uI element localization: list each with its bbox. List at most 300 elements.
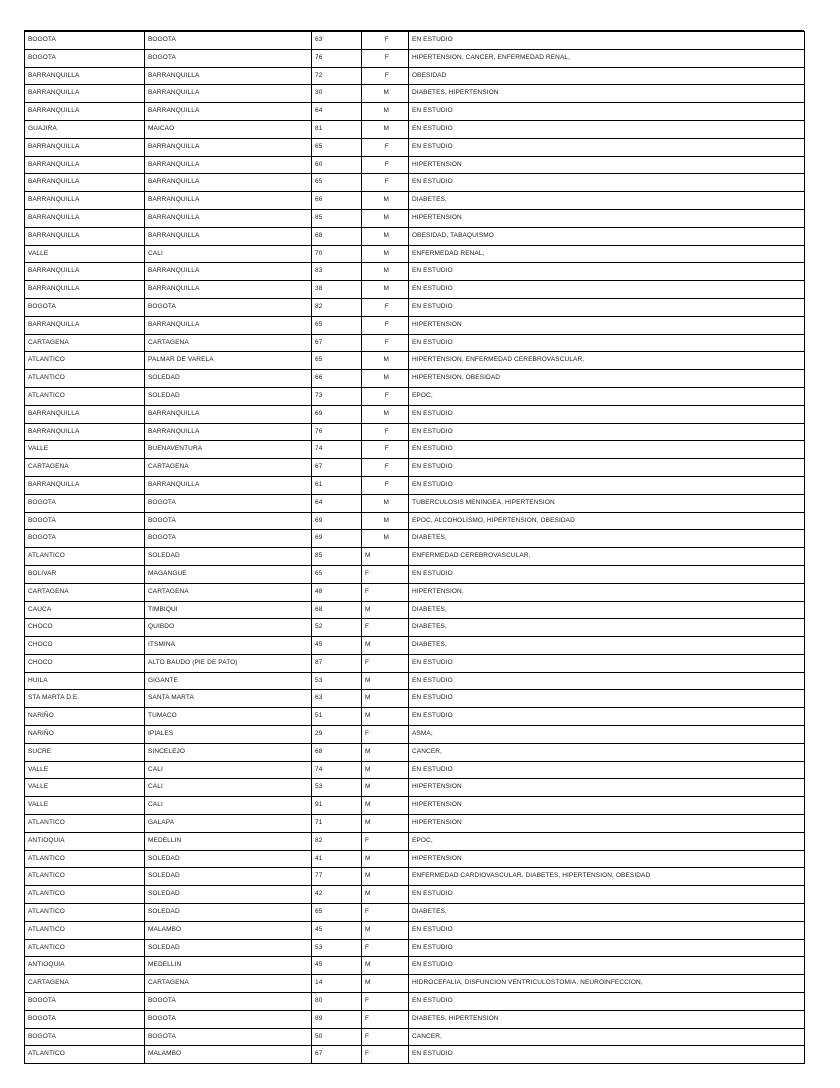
condition-cell: HIPERTENSION	[409, 797, 805, 815]
age-cell: 66	[312, 192, 362, 210]
age-cell: 73	[312, 387, 362, 405]
sex-cell: M	[362, 227, 409, 245]
sex-cell: F	[362, 174, 409, 192]
table-row	[25, 459, 805, 477]
department-cell: BARRANQUILLA	[25, 103, 145, 121]
sex-cell: F	[362, 298, 409, 316]
table-row	[25, 120, 805, 138]
municipality-cell: ALTO BAUDO (PIE DE PATO)	[145, 654, 312, 672]
table-row	[25, 192, 805, 210]
sex-cell: M	[362, 761, 409, 779]
table-row	[25, 565, 805, 583]
cases-table-body	[25, 32, 805, 1064]
age-cell: 70	[312, 245, 362, 263]
age-cell: 83	[312, 263, 362, 281]
table-row	[25, 476, 805, 494]
condition-cell: EN ESTUDIO	[409, 423, 805, 441]
sex-cell: M	[362, 743, 409, 761]
table-row	[25, 1028, 805, 1046]
condition-cell: EN ESTUDIO	[409, 761, 805, 779]
municipality-cell: CARTAGENA	[145, 459, 312, 477]
condition-cell: EN ESTUDIO	[409, 263, 805, 281]
department-cell: ATLANTICO	[25, 548, 145, 566]
department-cell: BOGOTA	[25, 1028, 145, 1046]
condition-cell: EN ESTUDIO	[409, 476, 805, 494]
age-cell: 74	[312, 761, 362, 779]
table-row	[25, 850, 805, 868]
age-cell: 80	[312, 993, 362, 1011]
condition-cell: EN ESTUDIO	[409, 1046, 805, 1064]
age-cell: 72	[312, 67, 362, 85]
age-cell: 67	[312, 1046, 362, 1064]
condition-cell: DIABETES,	[409, 192, 805, 210]
condition-cell: EPOC,	[409, 832, 805, 850]
sex-cell: F	[362, 423, 409, 441]
sex-cell: M	[362, 405, 409, 423]
condition-cell: EN ESTUDIO	[409, 281, 805, 299]
condition-cell: HIPERTENSION	[409, 209, 805, 227]
table-row	[25, 281, 805, 299]
age-cell: 65	[312, 904, 362, 922]
condition-cell: DIABETES, HIPERTENSION	[409, 1010, 805, 1028]
sex-cell: M	[362, 886, 409, 904]
department-cell: CARTAGENA	[25, 975, 145, 993]
municipality-cell: SOLEDAD	[145, 850, 312, 868]
condition-cell: EN ESTUDIO	[409, 921, 805, 939]
age-cell: 67	[312, 459, 362, 477]
table-row	[25, 174, 805, 192]
municipality-cell: BOGOTA	[145, 32, 312, 50]
sex-cell: F	[362, 939, 409, 957]
table-row	[25, 832, 805, 850]
sex-cell: M	[362, 957, 409, 975]
municipality-cell: SOLEDAD	[145, 904, 312, 922]
municipality-cell: BARRANQUILLA	[145, 192, 312, 210]
sex-cell: F	[362, 993, 409, 1011]
municipality-cell: ITSMINA	[145, 637, 312, 655]
age-cell: 52	[312, 619, 362, 637]
condition-cell: EN ESTUDIO	[409, 441, 805, 459]
table-row	[25, 868, 805, 886]
age-cell: 89	[312, 1010, 362, 1028]
sex-cell: F	[362, 904, 409, 922]
sex-cell: M	[362, 637, 409, 655]
condition-cell: EN ESTUDIO	[409, 886, 805, 904]
sex-cell: F	[362, 565, 409, 583]
municipality-cell: BOGOTA	[145, 993, 312, 1011]
sex-cell: M	[362, 85, 409, 103]
sex-cell: M	[362, 192, 409, 210]
department-cell: CHOCO	[25, 654, 145, 672]
department-cell: BARRANQUILLA	[25, 227, 145, 245]
table-row	[25, 512, 805, 530]
condition-cell: ASMA,	[409, 726, 805, 744]
age-cell: 69	[312, 530, 362, 548]
age-cell: 50	[312, 1028, 362, 1046]
condition-cell: EN ESTUDIO	[409, 993, 805, 1011]
table-row	[25, 797, 805, 815]
table-row	[25, 227, 805, 245]
condition-cell: EN ESTUDIO	[409, 103, 805, 121]
age-cell: 65	[312, 352, 362, 370]
municipality-cell: GIGANTE	[145, 672, 312, 690]
condition-cell: OBESIDAD, TABAQUISMO	[409, 227, 805, 245]
sex-cell: F	[362, 32, 409, 50]
sex-cell: M	[362, 370, 409, 388]
department-cell: BOGOTA	[25, 49, 145, 67]
municipality-cell: BARRANQUILLA	[145, 423, 312, 441]
sex-cell: M	[362, 494, 409, 512]
table-row	[25, 85, 805, 103]
sex-cell: F	[362, 832, 409, 850]
condition-cell: EN ESTUDIO	[409, 334, 805, 352]
municipality-cell: BARRANQUILLA	[145, 316, 312, 334]
age-cell: 45	[312, 957, 362, 975]
sex-cell: M	[362, 815, 409, 833]
sex-cell: M	[362, 975, 409, 993]
sex-cell: M	[362, 921, 409, 939]
condition-cell: EN ESTUDIO	[409, 708, 805, 726]
age-cell: 65	[312, 138, 362, 156]
sex-cell: F	[362, 387, 409, 405]
department-cell: BOGOTA	[25, 32, 145, 50]
table-row	[25, 672, 805, 690]
municipality-cell: BARRANQUILLA	[145, 67, 312, 85]
table-row	[25, 156, 805, 174]
table-row	[25, 370, 805, 388]
table-row	[25, 49, 805, 67]
sex-cell: M	[362, 690, 409, 708]
municipality-cell: CARTAGENA	[145, 583, 312, 601]
table-row	[25, 263, 805, 281]
condition-cell: DIABETES,	[409, 619, 805, 637]
municipality-cell: MAICAO	[145, 120, 312, 138]
table-row	[25, 654, 805, 672]
condition-cell: ENFERMEDAD CEREBROVASCULAR,	[409, 548, 805, 566]
department-cell: ATLANTICO	[25, 815, 145, 833]
sex-cell: F	[362, 654, 409, 672]
department-cell: BARRANQUILLA	[25, 263, 145, 281]
table-row	[25, 939, 805, 957]
condition-cell: EN ESTUDIO	[409, 654, 805, 672]
department-cell: ATLANTICO	[25, 850, 145, 868]
data-sheet	[24, 30, 804, 1064]
department-cell: VALLE	[25, 797, 145, 815]
municipality-cell: BOGOTA	[145, 1028, 312, 1046]
municipality-cell: CALI	[145, 245, 312, 263]
department-cell: CARTAGENA	[25, 459, 145, 477]
age-cell: 63	[312, 690, 362, 708]
condition-cell: HIPERTENSION	[409, 850, 805, 868]
sex-cell: F	[362, 619, 409, 637]
department-cell: VALLE	[25, 441, 145, 459]
department-cell: NARIÑO	[25, 726, 145, 744]
department-cell: BOGOTA	[25, 494, 145, 512]
municipality-cell: SOLEDAD	[145, 939, 312, 957]
condition-cell: HIPERTENSION	[409, 779, 805, 797]
age-cell: 81	[312, 120, 362, 138]
department-cell: NARIÑO	[25, 708, 145, 726]
municipality-cell: BOGOTA	[145, 494, 312, 512]
age-cell: 41	[312, 850, 362, 868]
condition-cell: EN ESTUDIO	[409, 672, 805, 690]
age-cell: 64	[312, 103, 362, 121]
age-cell: 74	[312, 441, 362, 459]
condition-cell: DIABETES, HIPERTENSION	[409, 85, 805, 103]
age-cell: 82	[312, 832, 362, 850]
condition-cell: ENFERMEDAD CARDIOVASCULAR, DIABETES, HIPERTENSION, OBESIDAD	[409, 868, 805, 886]
table-row	[25, 352, 805, 370]
department-cell: BARRANQUILLA	[25, 85, 145, 103]
department-cell: ATLANTICO	[25, 370, 145, 388]
condition-cell: EN ESTUDIO	[409, 939, 805, 957]
age-cell: 48	[312, 583, 362, 601]
condition-cell: EN ESTUDIO	[409, 459, 805, 477]
age-cell: 45	[312, 637, 362, 655]
age-cell: 68	[312, 227, 362, 245]
department-cell: BOGOTA	[25, 1010, 145, 1028]
sex-cell: M	[362, 708, 409, 726]
department-cell: BARRANQUILLA	[25, 281, 145, 299]
condition-cell: HIPERTENSION	[409, 156, 805, 174]
sex-cell: M	[362, 868, 409, 886]
department-cell: BARRANQUILLA	[25, 174, 145, 192]
sex-cell: F	[362, 1028, 409, 1046]
department-cell: BARRANQUILLA	[25, 67, 145, 85]
municipality-cell: CARTAGENA	[145, 334, 312, 352]
condition-cell: HIPERTENSION, OBESIDAD	[409, 370, 805, 388]
sex-cell: M	[362, 103, 409, 121]
age-cell: 76	[312, 423, 362, 441]
table-row	[25, 387, 805, 405]
condition-cell: DIABETES,	[409, 637, 805, 655]
age-cell: 68	[312, 601, 362, 619]
department-cell: BOGOTA	[25, 993, 145, 1011]
department-cell: ANTIOQUIA	[25, 832, 145, 850]
sex-cell: F	[362, 316, 409, 334]
municipality-cell: CALI	[145, 761, 312, 779]
condition-cell: DIABETES,	[409, 904, 805, 922]
age-cell: 45	[312, 921, 362, 939]
municipality-cell: MALAMBO	[145, 921, 312, 939]
sex-cell: M	[362, 779, 409, 797]
table-row	[25, 32, 805, 50]
condition-cell: EN ESTUDIO	[409, 174, 805, 192]
table-row	[25, 334, 805, 352]
municipality-cell: BOGOTA	[145, 49, 312, 67]
sex-cell: F	[362, 138, 409, 156]
age-cell: 61	[312, 476, 362, 494]
municipality-cell: SANTA MARTA	[145, 690, 312, 708]
age-cell: 63	[312, 32, 362, 50]
age-cell: 69	[312, 405, 362, 423]
municipality-cell: BARRANQUILLA	[145, 85, 312, 103]
sex-cell: F	[362, 476, 409, 494]
table-row	[25, 494, 805, 512]
table-row	[25, 530, 805, 548]
condition-cell: EPOC,	[409, 387, 805, 405]
age-cell: 71	[312, 815, 362, 833]
age-cell: 67	[312, 334, 362, 352]
department-cell: BOGOTA	[25, 512, 145, 530]
sex-cell: M	[362, 601, 409, 619]
municipality-cell: IPIALES	[145, 726, 312, 744]
sex-cell: M	[362, 512, 409, 530]
municipality-cell: MEDELLIN	[145, 832, 312, 850]
condition-cell: OBESIDAD	[409, 67, 805, 85]
age-cell: 60	[312, 156, 362, 174]
age-cell: 76	[312, 49, 362, 67]
age-cell: 14	[312, 975, 362, 993]
municipality-cell: BARRANQUILLA	[145, 263, 312, 281]
sex-cell: F	[362, 67, 409, 85]
age-cell: 53	[312, 939, 362, 957]
sex-cell: M	[362, 209, 409, 227]
department-cell: SUCRE	[25, 743, 145, 761]
table-row	[25, 815, 805, 833]
department-cell: STA MARTA D.E.	[25, 690, 145, 708]
municipality-cell: BUENAVENTURA	[145, 441, 312, 459]
age-cell: 64	[312, 494, 362, 512]
municipality-cell: SOLEDAD	[145, 370, 312, 388]
age-cell: 91	[312, 797, 362, 815]
table-row	[25, 103, 805, 121]
department-cell: CARTAGENA	[25, 583, 145, 601]
municipality-cell: MALAMBO	[145, 1046, 312, 1064]
municipality-cell: BARRANQUILLA	[145, 227, 312, 245]
sex-cell: M	[362, 281, 409, 299]
age-cell: 42	[312, 886, 362, 904]
department-cell: VALLE	[25, 761, 145, 779]
sex-cell: M	[362, 245, 409, 263]
condition-cell: CANCER,	[409, 743, 805, 761]
municipality-cell: BARRANQUILLA	[145, 209, 312, 227]
condition-cell: EN ESTUDIO	[409, 298, 805, 316]
department-cell: ATLANTICO	[25, 886, 145, 904]
sex-cell: M	[362, 672, 409, 690]
department-cell: BARRANQUILLA	[25, 209, 145, 227]
condition-cell: EN ESTUDIO	[409, 138, 805, 156]
table-row	[25, 726, 805, 744]
department-cell: VALLE	[25, 779, 145, 797]
municipality-cell: MAGANGUE	[145, 565, 312, 583]
condition-cell: ENFERMEDAD RENAL,	[409, 245, 805, 263]
age-cell: 29	[312, 726, 362, 744]
department-cell: CHOCO	[25, 637, 145, 655]
table-row	[25, 1010, 805, 1028]
age-cell: 30	[312, 85, 362, 103]
table-row	[25, 921, 805, 939]
municipality-cell: TIMBIQUI	[145, 601, 312, 619]
sex-cell: M	[362, 352, 409, 370]
condition-cell: TUBERCULOSIS MENINGEA, HIPERTENSION	[409, 494, 805, 512]
table-row	[25, 441, 805, 459]
table-row	[25, 619, 805, 637]
municipality-cell: SINCELEJO	[145, 743, 312, 761]
municipality-cell: BARRANQUILLA	[145, 281, 312, 299]
municipality-cell: PALMAR DE VARELA	[145, 352, 312, 370]
sex-cell: M	[362, 530, 409, 548]
age-cell: 77	[312, 868, 362, 886]
age-cell: 82	[312, 298, 362, 316]
department-cell: ATLANTICO	[25, 868, 145, 886]
municipality-cell: TUMACO	[145, 708, 312, 726]
age-cell: 85	[312, 548, 362, 566]
condition-cell: HIPERTENSION, ENFERMEDAD CEREBROVASCULAR,	[409, 352, 805, 370]
municipality-cell: BOGOTA	[145, 512, 312, 530]
municipality-cell: CARTAGENA	[145, 975, 312, 993]
department-cell: BOGOTA	[25, 530, 145, 548]
department-cell: BARRANQUILLA	[25, 405, 145, 423]
age-cell: 38	[312, 281, 362, 299]
condition-cell: CANCER,	[409, 1028, 805, 1046]
table-row	[25, 637, 805, 655]
department-cell: ATLANTICO	[25, 939, 145, 957]
table-row	[25, 138, 805, 156]
age-cell: 87	[312, 654, 362, 672]
sex-cell: M	[362, 263, 409, 281]
condition-cell: DIABETES,	[409, 530, 805, 548]
condition-cell: EN ESTUDIO	[409, 32, 805, 50]
table-row	[25, 316, 805, 334]
department-cell: GUAJIRA	[25, 120, 145, 138]
sex-cell: F	[362, 583, 409, 601]
municipality-cell: SOLEDAD	[145, 548, 312, 566]
age-cell: 53	[312, 672, 362, 690]
municipality-cell: BARRANQUILLA	[145, 156, 312, 174]
department-cell: BARRANQUILLA	[25, 316, 145, 334]
sex-cell: M	[362, 850, 409, 868]
municipality-cell: BOGOTA	[145, 1010, 312, 1028]
condition-cell: DIABETES,	[409, 601, 805, 619]
age-cell: 53	[312, 779, 362, 797]
municipality-cell: BARRANQUILLA	[145, 405, 312, 423]
department-cell: VALLE	[25, 245, 145, 263]
condition-cell: EN ESTUDIO	[409, 957, 805, 975]
department-cell: ATLANTICO	[25, 1046, 145, 1064]
department-cell: BARRANQUILLA	[25, 156, 145, 174]
table-row	[25, 779, 805, 797]
table-row	[25, 67, 805, 85]
table-row	[25, 743, 805, 761]
condition-cell: EN ESTUDIO	[409, 565, 805, 583]
sex-cell: F	[362, 156, 409, 174]
age-cell: 68	[312, 743, 362, 761]
sex-cell: F	[362, 726, 409, 744]
sex-cell: F	[362, 1046, 409, 1064]
table-row	[25, 957, 805, 975]
municipality-cell: BOGOTA	[145, 530, 312, 548]
condition-cell: HIPERTENSION	[409, 316, 805, 334]
age-cell: 85	[312, 209, 362, 227]
age-cell: 65	[312, 316, 362, 334]
table-row	[25, 904, 805, 922]
sex-cell: F	[362, 459, 409, 477]
table-row	[25, 548, 805, 566]
municipality-cell: BOGOTA	[145, 298, 312, 316]
sex-cell: F	[362, 334, 409, 352]
condition-cell: EN ESTUDIO	[409, 690, 805, 708]
department-cell: ATLANTICO	[25, 387, 145, 405]
department-cell: CHOCO	[25, 619, 145, 637]
table-row	[25, 708, 805, 726]
department-cell: CAUCA	[25, 601, 145, 619]
municipality-cell: QUIBDO	[145, 619, 312, 637]
municipality-cell: BARRANQUILLA	[145, 103, 312, 121]
table-row	[25, 209, 805, 227]
table-row	[25, 423, 805, 441]
department-cell: BOGOTA	[25, 298, 145, 316]
